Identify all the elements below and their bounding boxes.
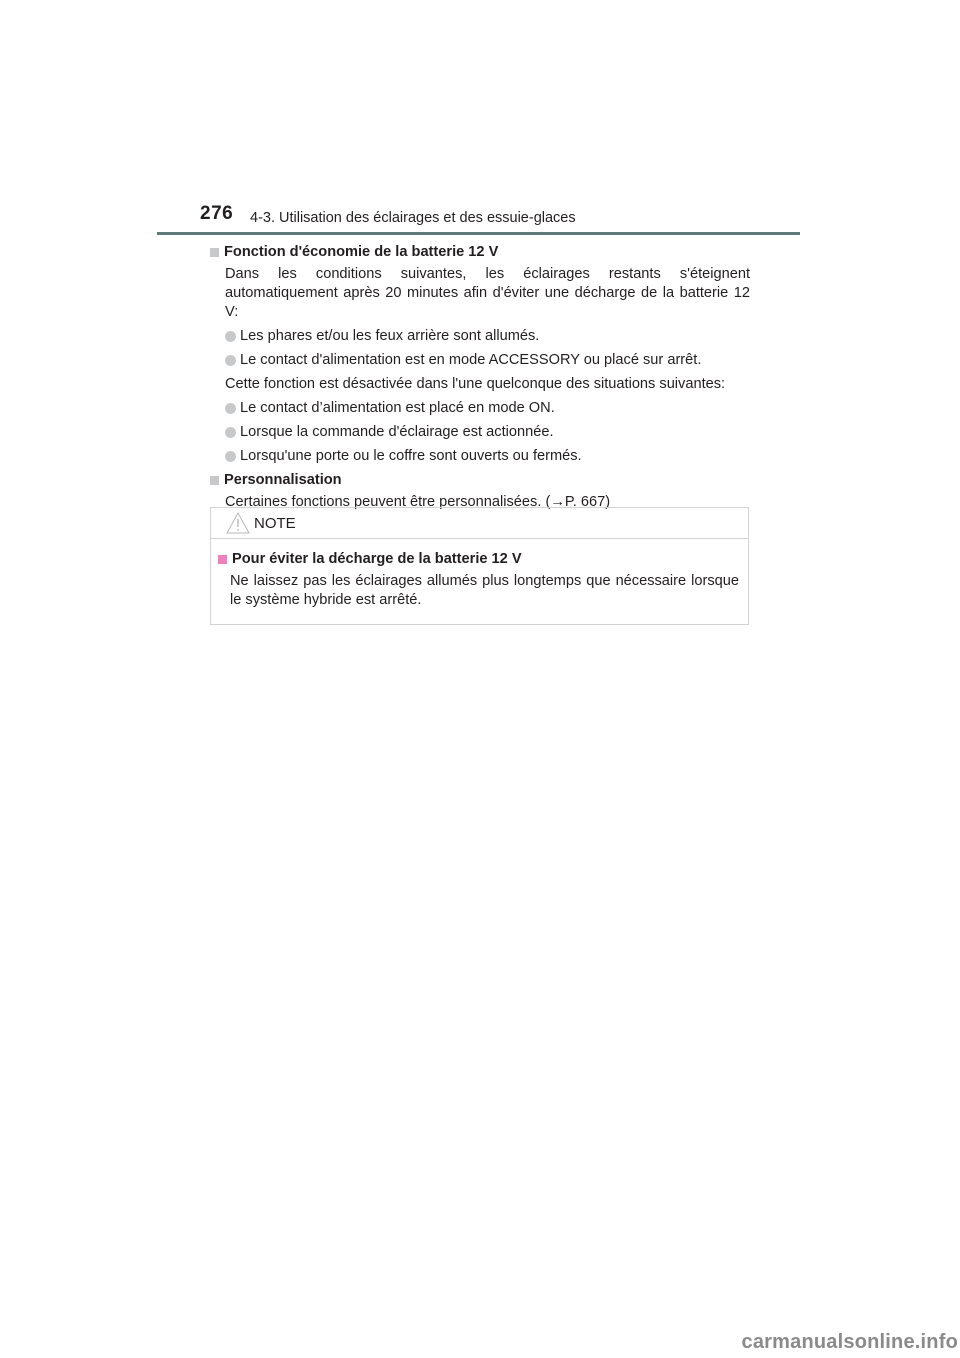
note-box bbox=[210, 507, 749, 625]
battery-saver-intro: Dans les conditions suivantes, les éclairages restants s'éteignent automatiquement après 20 minutes afin d'éviter une décharge de la batterie 12 V: bbox=[225, 266, 750, 320]
round-bullet-icon bbox=[225, 451, 236, 462]
list-item bbox=[225, 327, 750, 346]
list-item-text: Les phares et/ou les feux arrière sont allumés. bbox=[240, 328, 540, 344]
square-bullet-icon bbox=[210, 476, 219, 485]
round-bullet-icon bbox=[225, 427, 236, 438]
list-item-text: Le contact d'alimentation est en mode ACCESSORY ou placé sur arrêt. bbox=[240, 352, 702, 368]
note-header bbox=[211, 508, 748, 539]
list-item-text: Lorsqu'une porte ou le coffre sont ouverts ou fermés. bbox=[240, 448, 582, 464]
round-bullet-icon bbox=[225, 355, 236, 366]
list-item bbox=[225, 447, 750, 466]
page-number: 276 bbox=[200, 203, 234, 224]
section-heading-customization bbox=[210, 471, 750, 490]
square-bullet-icon bbox=[218, 555, 227, 564]
page-header bbox=[200, 203, 800, 233]
battery-saver-middle: Cette fonction est désactivée dans l'une quelconque des situations suivantes: bbox=[225, 376, 726, 392]
note-heading-text: Pour éviter la décharge de la batterie 12 V bbox=[232, 551, 522, 567]
note-body bbox=[211, 539, 748, 610]
note-text: Ne laissez pas les éclairages allumés plus longtemps que nécessaire lorsque le système hybride est arrêté. bbox=[230, 573, 739, 608]
section-title: 4-3. Utilisation des éclairages et des essuie-glaces bbox=[250, 210, 576, 226]
list-item-text: Le contact d’alimentation est placé en mode ON. bbox=[240, 400, 555, 416]
main-content bbox=[210, 243, 750, 517]
customization-text-before: Certaines fonctions peuvent être personnalisées. ( bbox=[225, 494, 551, 510]
warning-triangle-icon bbox=[225, 511, 251, 535]
list-item bbox=[225, 351, 750, 370]
section-heading-battery-saver bbox=[210, 243, 750, 262]
watermark-link[interactable]: carmanualsonline.info bbox=[741, 1331, 958, 1353]
list-item bbox=[225, 423, 750, 442]
note-label: NOTE bbox=[254, 515, 296, 532]
round-bullet-icon bbox=[225, 403, 236, 414]
heading-text: Personnalisation bbox=[224, 472, 342, 488]
square-bullet-icon bbox=[210, 248, 219, 257]
heading-text: Fonction d'économie de la batterie 12 V bbox=[224, 244, 499, 260]
header-divider bbox=[157, 232, 800, 235]
arrow-right-icon: → bbox=[550, 494, 565, 510]
page-reference-link[interactable]: P. 667) bbox=[564, 494, 611, 510]
note-heading bbox=[218, 550, 739, 569]
list-item-text: Lorsque la commande d'éclairage est actionnée. bbox=[240, 424, 554, 440]
round-bullet-icon bbox=[225, 331, 236, 342]
list-item bbox=[225, 399, 750, 418]
